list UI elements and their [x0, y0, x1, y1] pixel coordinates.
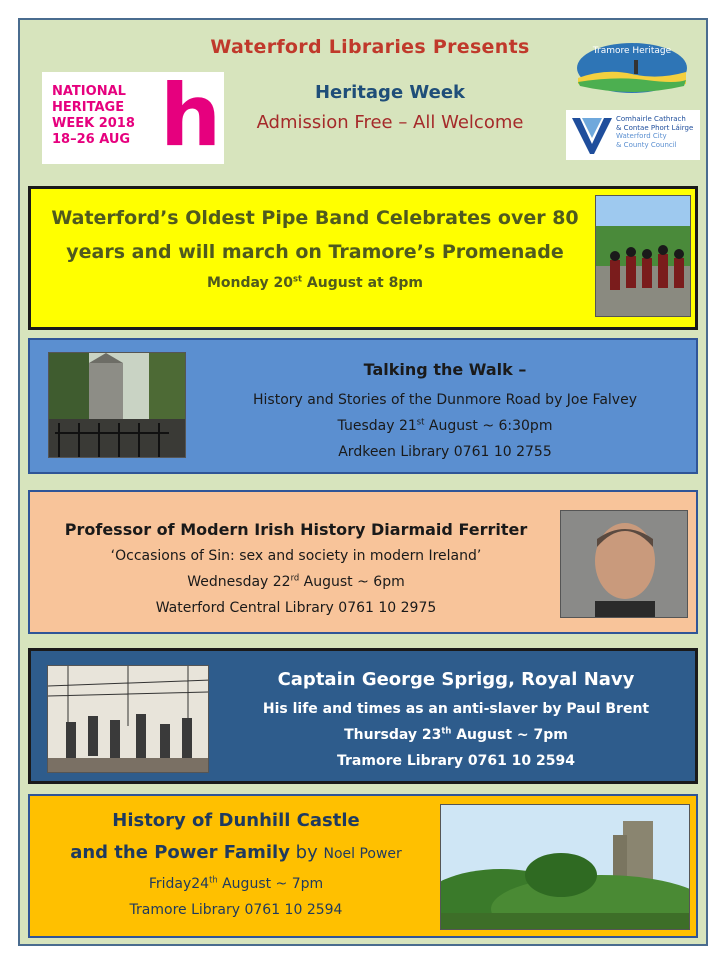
header-title: Waterford Libraries Presents [210, 36, 530, 58]
pipe-band-illustration [596, 196, 691, 317]
event-date-main: Monday 20 [207, 275, 294, 291]
council-v-icon [570, 114, 614, 156]
event-card-talking-the-walk [28, 338, 698, 474]
event-title-by: by [289, 842, 324, 863]
engraving-illustration [47, 665, 209, 773]
event-date-suffix: st [293, 273, 303, 284]
event-date-rest: August ~ 7pm [217, 876, 324, 892]
national-heritage-week-logo [42, 66, 224, 166]
event-date-rest: August ~ 6pm [299, 574, 405, 590]
waterford-council-logo [566, 110, 700, 160]
castle-photo [440, 804, 690, 930]
header-tagline: Admission Free – All Welcome [256, 112, 524, 133]
church-gate-photo [48, 352, 186, 458]
event-title-line: History of Dunhill Castle [112, 810, 360, 831]
event-venue: Tramore Library 0761 10 2594 [337, 753, 575, 769]
header-subtitle: Heritage Week [314, 82, 466, 103]
event-date-rest: August ~ 6:30pm [424, 418, 553, 434]
portrait-photo [560, 510, 688, 618]
event-date-rest: August at 8pm [302, 275, 423, 291]
event-title-line [36, 842, 436, 863]
nhw-logo-line: 18–26 AUG [52, 132, 131, 147]
council-logo-line: Waterford City [616, 132, 667, 140]
event-venue: Ardkeen Library 0761 10 2755 [338, 444, 552, 460]
engraving-graphic [48, 666, 209, 773]
event-date-suffix: th [209, 874, 218, 885]
nhw-logo-line: WEEK 2018 [52, 116, 135, 131]
castle-illustration [441, 805, 690, 930]
event-title: Professor of Modern Irish History Diarmaid Ferriter [64, 520, 528, 539]
event-date [221, 727, 691, 743]
event-card-sprigg [28, 648, 698, 784]
pipe-band-photo [595, 195, 691, 317]
nhw-logo-line: NATIONAL [52, 84, 126, 99]
event-date [36, 876, 436, 892]
council-logo-line: & Contae Phort Láirge [616, 123, 694, 132]
event-card-dunhill-castle [28, 794, 698, 938]
event-venue: Waterford Central Library 0761 10 2975 [155, 600, 437, 616]
council-logo-line: & County Council [616, 140, 677, 149]
event-date [200, 418, 690, 434]
event-date-suffix: st [416, 416, 425, 427]
event-venue: Tramore Library 0761 10 2594 [129, 902, 343, 918]
tramore-heritage-logo [576, 38, 688, 94]
event-date-main: Friday24 [148, 876, 210, 892]
event-date [36, 574, 556, 590]
event-description: History and Stories of the Dunmore Road by Joe Falvey [253, 392, 637, 408]
event-date-suffix: th [441, 725, 452, 736]
event-title-line: years and will march on Tramore’s Promenade [66, 241, 564, 263]
portrait-illustration [561, 511, 688, 618]
event-date-main: Thursday 23 [344, 727, 442, 743]
event-title-bold: and the Power Family [70, 842, 290, 863]
event-date [35, 275, 595, 291]
event-title: Talking the Walk – [363, 360, 527, 379]
event-date-suffix: rd [290, 572, 300, 583]
nhw-h-mark: h [160, 66, 222, 166]
event-date-main: Wednesday 22 [187, 574, 291, 590]
event-title: Captain George Sprigg, Royal Navy [277, 669, 635, 690]
event-title-line: Waterford’s Oldest Pipe Band Celebrates over 80 [51, 207, 579, 229]
event-card-ferriter [28, 490, 698, 634]
poster [18, 18, 708, 946]
event-description: His life and times as an anti-slaver by Paul Brent [262, 701, 650, 717]
church-gate-illustration [49, 353, 186, 458]
event-description: ‘Occasions of Sin: sex and society in modern Ireland’ [110, 548, 482, 564]
council-logo-line: Comhairle Cathrach [616, 115, 686, 123]
event-date-main: Tuesday 21 [337, 418, 417, 434]
event-author: Noel Power [323, 846, 402, 862]
event-date-rest: August ~ 7pm [451, 727, 568, 743]
nhw-logo-line: HERITAGE [52, 100, 125, 115]
tramore-heritage-logo-label: Tramore Heritage [592, 46, 672, 56]
event-card-pipe-band [28, 186, 698, 330]
